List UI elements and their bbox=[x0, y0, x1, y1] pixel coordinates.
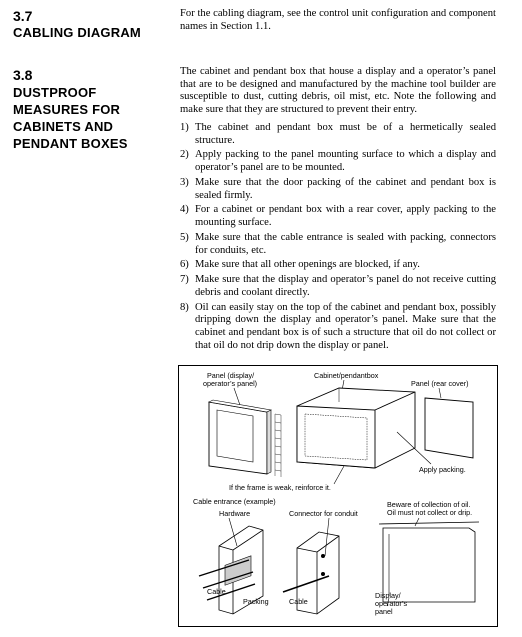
list-item: 3) Make sure that the door packing of the cabinet and pendant box is sealed firmly. bbox=[180, 176, 496, 201]
label-display-2: operator’s bbox=[375, 599, 408, 608]
label-cable-mid: Cable bbox=[289, 597, 308, 606]
section-3-8-intro: The cabinet and pendant box that house a display and a operator’s panel that are to be designed and manufactured by the machine tool builder are susceptible to dust, cutting debris, oil mist, etc. Note the following and make sure that they are structured to prevent their entry. bbox=[180, 66, 496, 115]
dustproof-illustration bbox=[179, 366, 497, 626]
label-packing: Packing bbox=[243, 597, 269, 606]
list-item: 4) For a cabinet or pendant box with a rear cover, apply packing to the mounting surface. bbox=[180, 204, 496, 229]
label-cable-entrance: Cable entrance (example) bbox=[193, 497, 276, 506]
label-cable-left: Cable bbox=[207, 587, 226, 596]
cabinet-drawing bbox=[297, 388, 415, 468]
display-panel-drawing bbox=[209, 400, 281, 477]
list-item: 1) The cabinet and pendant box must be of a hermetically sealed structure. bbox=[180, 122, 496, 146]
section-3-8-title-line-4: PENDANT BOXES bbox=[13, 136, 128, 151]
section-3-7-title: CABLING DIAGRAM bbox=[13, 25, 141, 40]
section-3-8-title-line-2: MEASURES FOR bbox=[13, 102, 121, 117]
label-cabinet: Cabinet/pendantbox bbox=[314, 371, 379, 380]
label-panel-display-2: operator’s panel) bbox=[203, 379, 258, 388]
rear-cover-drawing bbox=[425, 398, 473, 458]
list-item: 7) Make sure that the display and operator’s panel do not receive cutting debris and coolant directly. bbox=[180, 274, 496, 298]
list-item: 5) Make sure that the cable entrance is sealed with packing, connectors for conduits, etc. bbox=[180, 231, 496, 256]
label-display-1: Display/ bbox=[375, 591, 401, 600]
label-apply-packing: Apply packing. bbox=[419, 465, 466, 474]
list-item: 6) Make sure that all other openings are blocked, if any. bbox=[180, 259, 420, 271]
label-display-3: panel bbox=[375, 607, 393, 616]
precaution-list bbox=[180, 122, 496, 354]
dustproof-figure bbox=[178, 365, 498, 627]
section-3-7-body: For the cabling diagram, see the control unit configuration and component names in Section 1.1. bbox=[180, 8, 496, 32]
label-connector: Connector for conduit bbox=[289, 509, 358, 518]
label-beware-2: Oil must not collect or drip. bbox=[387, 508, 473, 517]
section-3-7-number: 3.7 bbox=[13, 8, 33, 24]
label-hardware: Hardware bbox=[219, 509, 251, 518]
list-item: 2) Apply packing to the panel mounting surface to which a display and operator’s panel are to be mounted. bbox=[180, 149, 496, 174]
list-item: 8) Oil can easily stay on the top of the cabinet and pendant box, possibly dripping down the display and operator’s panel. Make sure that the cabinet and pendant box is of such a structure that oil do not collect or that oil do not drip down the display or panel. bbox=[180, 301, 496, 351]
section-3-8-title-line-1: DUSTPROOF bbox=[13, 85, 97, 100]
section-3-8-title-line-3: CABINETS AND bbox=[13, 119, 114, 134]
label-beware-1: Beware of collection of oil. bbox=[387, 500, 471, 509]
label-rear-cover: Panel (rear cover) bbox=[411, 379, 469, 388]
section-3-8-number: 3.8 bbox=[13, 67, 33, 83]
label-weak-frame: If the frame is weak, reinforce it. bbox=[229, 483, 331, 492]
label-panel-display-1: Panel (display/ bbox=[207, 371, 255, 380]
